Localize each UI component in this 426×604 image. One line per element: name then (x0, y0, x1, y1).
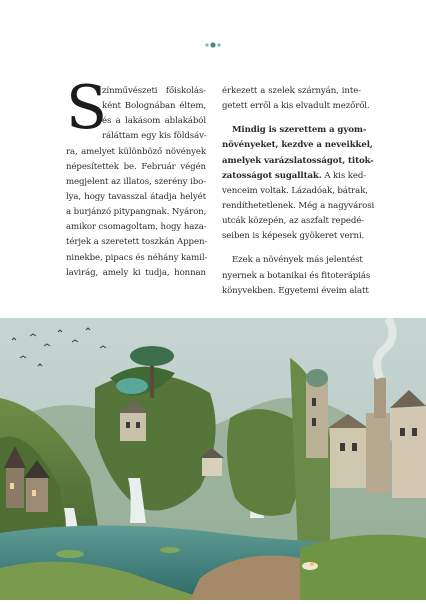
text-line (222, 169, 367, 184)
left-column (66, 84, 206, 281)
drop-cap-letter: S (66, 73, 108, 143)
text-line: zínművészeti főiskolás- (102, 86, 206, 96)
text-line: utcák közepén, az aszfalt repedé- (222, 216, 365, 227)
text-line: érkezett a szelek szárnyán, inte- (222, 86, 361, 96)
text-line: ra, amelyet különböző növények (66, 146, 206, 157)
text-line: növényeket, kezdve a neveikkel, (222, 140, 373, 151)
text-line: Mindig is szerettem a gyom- (232, 125, 367, 136)
text-line: és a lakásom ablakából (102, 116, 206, 127)
text-line: venceim voltak. Lázadóak, bátrak, (222, 185, 368, 196)
text-line: népesítettek be. Február végén (66, 161, 206, 172)
right-column (222, 84, 375, 299)
text-line: ráláttam egy kis földsáv- (102, 131, 207, 142)
text-line: Ezek a növények más jelentést (232, 255, 363, 266)
fantasy-landscape-illustration (0, 318, 426, 600)
text-line: ként Bolognában éltem, (102, 101, 206, 112)
text-line: térjek a szeretett toszkán Appen- (66, 237, 208, 248)
landscape-illustration (0, 318, 426, 600)
text-line: nyernek a botanikai és fitoterápiás (222, 270, 371, 281)
bold-phrase: zatosságot sugalltak. (222, 170, 322, 181)
text-line: rendíthetetlenek. Még a nagyvárosi (222, 200, 375, 211)
text-line: lya, hogy tavasszal átadja helyét (66, 191, 206, 202)
text-line: könyvekben. Egyetemi éveim alatt (222, 285, 369, 296)
ornament (0, 35, 426, 45)
text-line: seiben is képesek gyökeret verni. (222, 231, 365, 242)
three-dots-ornament-icon (0, 40, 426, 50)
text-line: a burjánzó pitypangnak. Nyáron, (66, 207, 207, 218)
text-line: lavirág, amely ki tudja, honnan (66, 267, 206, 278)
text-rest: A kis ked- (321, 170, 367, 181)
text-line: getett erről a kis elvadult mezőről. (222, 101, 370, 112)
text-line: amikor csomagoltam, hogy haza- (66, 222, 207, 233)
text-line: ninekbe, pipacs és néhány kamil- (66, 252, 208, 263)
text-line: megjelent az illatos, szerény ibo- (66, 176, 206, 187)
text-line: amelyek varázslatosságot, titok- (222, 155, 374, 166)
